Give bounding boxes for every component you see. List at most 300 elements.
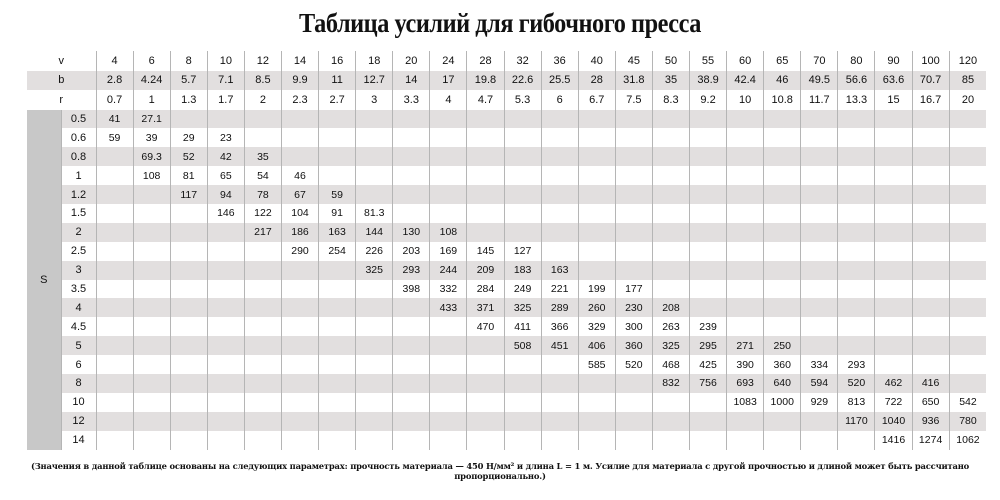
force-cell [875,185,912,204]
bending-force-table [27,51,986,450]
force-cell [875,298,912,317]
force-cell: 254 [319,242,356,261]
force-cell [281,298,318,317]
force-cell [838,204,875,223]
force-cell [838,280,875,299]
v-value: 80 [838,51,875,71]
table-row [27,412,986,431]
force-cell [244,317,281,336]
force-cell [96,204,133,223]
force-cell [504,128,541,147]
force-cell [690,242,727,261]
b-value: 4.24 [133,71,170,91]
force-cell [838,128,875,147]
force-cell: 244 [430,261,467,280]
force-cell [615,166,652,185]
force-cell [170,223,207,242]
force-cell [949,166,986,185]
force-cell [96,280,133,299]
table-row [27,261,986,280]
force-cell: 35 [244,147,281,166]
force-cell: 398 [393,280,430,299]
force-cell [912,223,949,242]
force-cell [801,166,838,185]
force-cell [319,355,356,374]
force-cell [207,261,244,280]
force-cell: 1083 [727,393,764,412]
force-cell [949,355,986,374]
force-cell [133,204,170,223]
force-cell [801,128,838,147]
force-cell [96,431,133,450]
force-cell [801,110,838,129]
force-cell [244,242,281,261]
force-cell: 46 [281,166,318,185]
force-cell [170,355,207,374]
force-cell: 650 [912,393,949,412]
r-value: 6.7 [578,90,615,110]
force-cell [875,280,912,299]
force-cell [430,166,467,185]
force-cell [170,317,207,336]
force-cell [207,242,244,261]
force-cell [838,298,875,317]
force-cell [133,298,170,317]
force-cell: 145 [467,242,504,261]
force-cell: 520 [615,355,652,374]
force-cell [207,355,244,374]
force-cell [244,298,281,317]
force-cell [504,147,541,166]
force-cell [356,412,393,431]
r-value: 0.7 [96,90,133,110]
force-cell [912,242,949,261]
force-cell [244,128,281,147]
force-cell [504,110,541,129]
force-cell: 122 [244,204,281,223]
force-cell [652,147,689,166]
force-cell: 293 [838,355,875,374]
force-cell [578,128,615,147]
force-cell [467,223,504,242]
force-cell [949,147,986,166]
force-cell [504,355,541,374]
force-cell: 27.1 [133,110,170,129]
force-cell [652,110,689,129]
force-cell: 249 [504,280,541,299]
s-value: 0.5 [61,110,96,129]
force-cell [727,280,764,299]
force-cell [96,223,133,242]
force-cell [727,431,764,450]
force-cell [467,374,504,393]
r-value: 16.7 [912,90,949,110]
force-cell [541,393,578,412]
force-cell [133,280,170,299]
b-value: 14 [393,71,430,91]
force-cell [170,431,207,450]
force-cell [504,374,541,393]
force-cell: 104 [281,204,318,223]
force-cell [578,412,615,431]
v-value: 18 [356,51,393,71]
force-cell [467,204,504,223]
force-cell [912,110,949,129]
s-value: 2.5 [61,242,96,261]
force-cell [393,336,430,355]
force-cell [133,261,170,280]
force-cell [727,261,764,280]
b-value: 63.6 [875,71,912,91]
force-cell [281,280,318,299]
b-value: 49.5 [801,71,838,91]
force-cell: 640 [764,374,801,393]
force-cell [690,412,727,431]
force-cell [393,355,430,374]
force-cell [949,110,986,129]
force-cell [281,355,318,374]
force-cell [615,261,652,280]
s-value: 6 [61,355,96,374]
force-cell [319,374,356,393]
force-cell: 59 [319,185,356,204]
force-cell: 585 [578,355,615,374]
force-cell [838,147,875,166]
r-value: 20 [949,90,986,110]
force-cell [801,223,838,242]
force-cell: 29 [170,128,207,147]
force-cell: 69.3 [133,147,170,166]
force-cell [578,242,615,261]
force-cell [652,412,689,431]
force-cell [912,298,949,317]
s-value: 5 [61,336,96,355]
force-cell: 520 [838,374,875,393]
b-value: 70.7 [912,71,949,91]
force-cell [430,185,467,204]
force-cell [912,185,949,204]
force-cell: 54 [244,166,281,185]
force-cell: 289 [541,298,578,317]
force-cell [504,393,541,412]
force-cell [467,147,504,166]
force-cell [96,147,133,166]
force-cell [96,261,133,280]
force-cell [281,412,318,431]
force-cell [875,204,912,223]
force-cell [615,204,652,223]
force-cell [912,204,949,223]
force-cell [170,280,207,299]
force-cell: 1170 [838,412,875,431]
force-cell [801,336,838,355]
s-value: 8 [61,374,96,393]
v-value: 45 [615,51,652,71]
force-cell [578,223,615,242]
force-cell: 508 [504,336,541,355]
force-cell [949,336,986,355]
s-axis-label: S [27,110,61,450]
r-value: 10 [727,90,764,110]
force-cell [467,185,504,204]
r-value: 7.5 [615,90,652,110]
force-cell: 929 [801,393,838,412]
force-cell [764,298,801,317]
force-cell [615,374,652,393]
force-cell [207,298,244,317]
force-cell [912,317,949,336]
force-cell [207,110,244,129]
r-value: 1 [133,90,170,110]
v-value: 40 [578,51,615,71]
force-cell [541,374,578,393]
r-row [27,90,986,110]
force-cell [393,298,430,317]
b-value: 12.7 [356,71,393,91]
force-cell [393,147,430,166]
force-cell: 169 [430,242,467,261]
force-cell [912,336,949,355]
force-cell [207,374,244,393]
s-value: 14 [61,431,96,450]
force-cell [615,431,652,450]
force-cell: 470 [467,317,504,336]
force-cell [393,393,430,412]
force-cell [838,261,875,280]
v-value: 6 [133,51,170,71]
force-cell [875,317,912,336]
force-cell [801,317,838,336]
force-cell: 462 [875,374,912,393]
force-cell [319,336,356,355]
b-value: 7.1 [207,71,244,91]
force-cell [652,261,689,280]
force-cell: 1040 [875,412,912,431]
force-cell: 81 [170,166,207,185]
force-cell [244,355,281,374]
force-cell [949,223,986,242]
force-cell [356,355,393,374]
s-value: 10 [61,393,96,412]
force-cell [467,355,504,374]
force-cell: 23 [207,128,244,147]
force-cell [541,242,578,261]
force-cell [356,298,393,317]
force-cell: 260 [578,298,615,317]
force-cell [244,431,281,450]
force-cell [244,280,281,299]
table-row [27,280,986,299]
v-value: 100 [912,51,949,71]
force-cell [170,110,207,129]
force-cell [875,166,912,185]
force-cell [875,242,912,261]
force-cell: 127 [504,242,541,261]
force-cell [912,128,949,147]
force-cell [949,242,986,261]
table-row [27,393,986,412]
force-cell: 594 [801,374,838,393]
force-cell: 295 [690,336,727,355]
force-cell: 42 [207,147,244,166]
force-cell: 780 [949,412,986,431]
force-cell [207,223,244,242]
force-cell [393,166,430,185]
table-row [27,223,986,242]
v-value: 14 [281,51,318,71]
force-cell [801,261,838,280]
force-cell [801,204,838,223]
force-cell [949,298,986,317]
force-cell: 91 [319,204,356,223]
force-cell [875,223,912,242]
force-cell: 239 [690,317,727,336]
force-cell: 186 [281,223,318,242]
b-value: 28 [578,71,615,91]
force-cell: 146 [207,204,244,223]
b-label: b [27,71,96,91]
force-cell [801,431,838,450]
force-cell [356,317,393,336]
s-value: 4 [61,298,96,317]
table-row [27,317,986,336]
force-cell [96,355,133,374]
force-cell [356,393,393,412]
force-cell [393,412,430,431]
force-cell: 81.3 [356,204,393,223]
force-cell: 284 [467,280,504,299]
force-cell: 334 [801,355,838,374]
force-cell [207,280,244,299]
v-value: 50 [652,51,689,71]
force-cell: 325 [356,261,393,280]
force-cell: 936 [912,412,949,431]
v-value: 8 [170,51,207,71]
force-cell [96,374,133,393]
force-cell [244,412,281,431]
force-cell [912,355,949,374]
force-cell [96,185,133,204]
r-value: 9.2 [690,90,727,110]
force-cell [319,110,356,129]
force-cell [504,223,541,242]
force-cell [430,431,467,450]
force-cell [430,374,467,393]
v-value: 4 [96,51,133,71]
force-cell [838,317,875,336]
force-cell [244,261,281,280]
force-cell [393,185,430,204]
b-value: 31.8 [615,71,652,91]
v-value: 90 [875,51,912,71]
force-cell [875,261,912,280]
force-cell [244,393,281,412]
b-value: 17 [430,71,467,91]
force-cell: 59 [96,128,133,147]
force-cell [281,336,318,355]
force-cell [727,147,764,166]
force-cell [578,147,615,166]
force-cell [170,261,207,280]
force-cell: 94 [207,185,244,204]
force-cell [541,147,578,166]
force-cell: 722 [875,393,912,412]
force-cell [727,166,764,185]
v-value: 28 [467,51,504,71]
r-value: 2 [244,90,281,110]
r-value: 1.3 [170,90,207,110]
force-cell [578,261,615,280]
force-cell [764,223,801,242]
table-row [27,242,986,261]
force-cell [133,412,170,431]
force-cell [615,185,652,204]
force-cell [356,374,393,393]
r-value: 3.3 [393,90,430,110]
page-title: Таблица усилий для гибочного пресса [299,8,701,38]
force-cell: 325 [504,298,541,317]
force-cell [430,128,467,147]
force-cell [467,393,504,412]
force-cell: 756 [690,374,727,393]
force-cell [801,412,838,431]
force-cell: 203 [393,242,430,261]
force-cell [430,393,467,412]
v-value: 20 [393,51,430,71]
force-cell [764,317,801,336]
force-cell [949,185,986,204]
force-cell [690,261,727,280]
force-cell [690,393,727,412]
force-cell [319,412,356,431]
force-cell [430,412,467,431]
force-cell [690,147,727,166]
b-value: 46 [764,71,801,91]
s-value: 1 [61,166,96,185]
force-cell [615,242,652,261]
s-value: 1.5 [61,204,96,223]
force-cell [875,336,912,355]
force-cell [467,412,504,431]
force-cell [764,412,801,431]
force-cell [764,147,801,166]
table-row [27,128,986,147]
force-cell [467,128,504,147]
force-cell [393,374,430,393]
force-cell [801,147,838,166]
table-row [27,204,986,223]
force-cell [244,374,281,393]
force-cell [838,110,875,129]
force-cell [541,110,578,129]
force-cell [578,185,615,204]
force-cell [170,336,207,355]
force-cell [801,185,838,204]
table-row [27,431,986,450]
force-cell [949,280,986,299]
force-cell [430,147,467,166]
r-value: 3 [356,90,393,110]
force-cell [652,166,689,185]
force-cell: 221 [541,280,578,299]
force-cell [170,242,207,261]
force-cell: 325 [652,336,689,355]
b-value: 9.9 [281,71,318,91]
b-value: 56.6 [838,71,875,91]
force-cell [949,261,986,280]
force-cell [838,336,875,355]
force-cell [541,185,578,204]
